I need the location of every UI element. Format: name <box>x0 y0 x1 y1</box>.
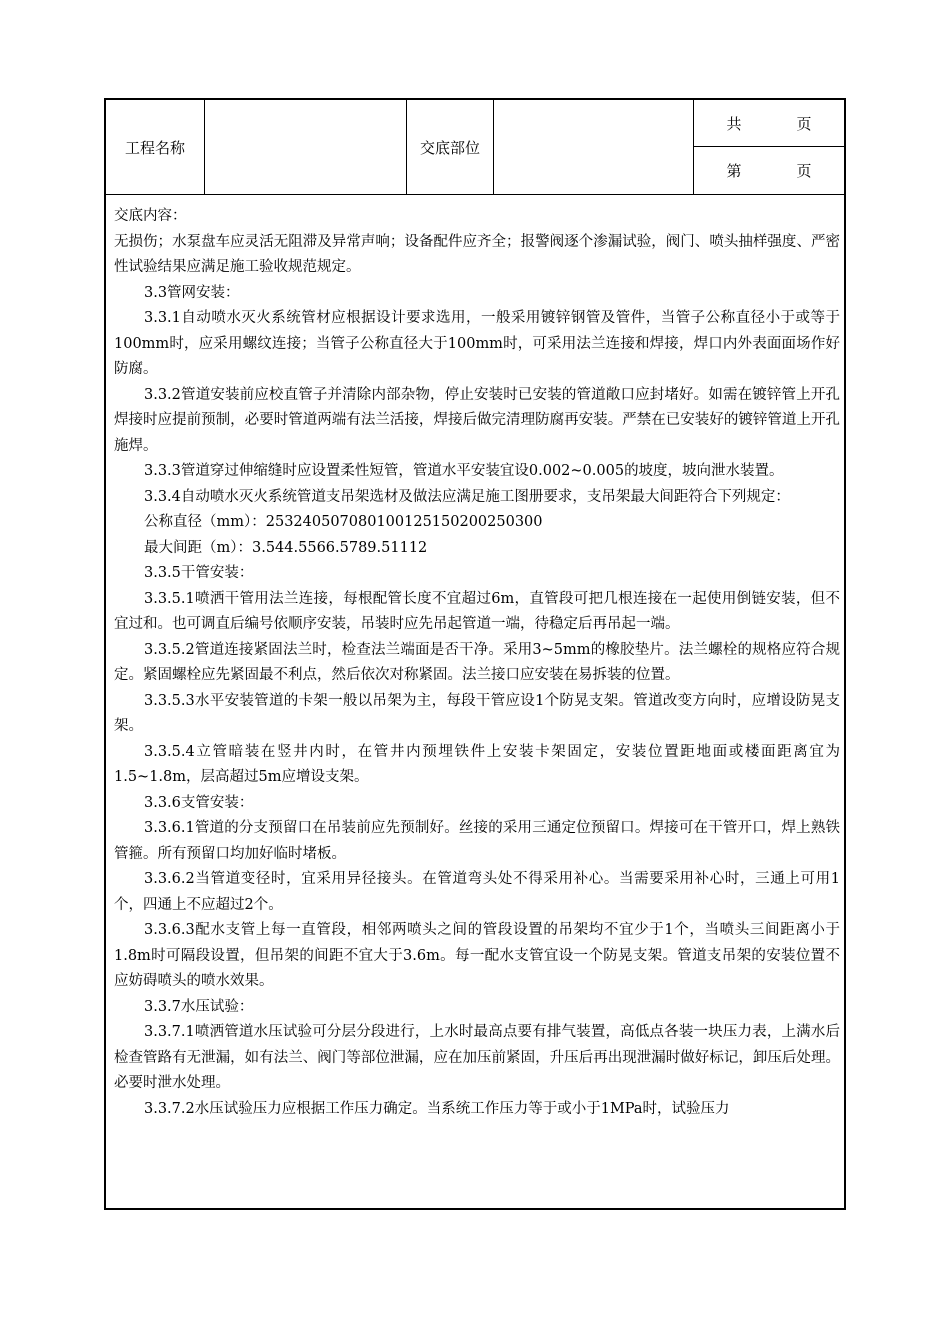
page-number <box>694 147 844 194</box>
paragraph: 3.3.6.2当管道变径时，宜采用异径接头。在管道弯头处不得采用补心。当需要采用补心时，三通上可用1个，四通上不应超过2个。 <box>114 871 840 913</box>
paragraph: 3.3.1自动喷水灭火系统管材应根据设计要求选用，一般采用镀锌钢管及管件，当管子公称直径小于或等于100mm时，应采用螺纹连接；当管子公称直径大于100mm时，可采用法兰连接和焊接，焊口内外表面面场作好防腐。 <box>114 310 840 377</box>
paragraph: 3.3.5.2管道连接紧固法兰时，检查法兰端面是否干净。采用3~5mm的橡胶垫片。法兰螺栓的规格应符合规定。紧固螺栓应先紧固最不利点，然后依次对称紧固。法兰接口应安装在易拆装的位置。 <box>114 641 840 683</box>
location-value[interactable] <box>494 100 694 194</box>
section-heading: 3.3管网安装： <box>144 284 240 301</box>
nominal-diameter-row: 公称直径（mm）：2532405070801001251502002503​00 <box>144 514 543 530</box>
max-spacing-row: 最大间距（m）：3.544.5566.5789.51112 <box>144 539 428 556</box>
project-name-label: 工程名称 <box>106 100 205 194</box>
header-row <box>106 100 844 195</box>
page-info <box>694 100 844 194</box>
total-pages <box>694 100 844 147</box>
paragraph: 3.3.3管道穿过伸缩缝时应设置柔性短管，管道水平安装宜设0.002~0.005的坡度，坡向泄水装置。 <box>144 463 784 479</box>
section-heading: 3.3.7水压试验： <box>144 998 254 1015</box>
paragraph: 3.3.5.3水平安装管道的卡架一般以吊架为主，每段干管应设1个防晃支架。管道改变方向时，应增设防晃支架。 <box>114 692 840 734</box>
paragraph: 3.3.7.2水压试验压力应根据工作压力确定。当系统工作压力等于或小于1MPa时，试验压力 <box>144 1100 730 1117</box>
section-heading: 3.3.5干管安装： <box>144 565 254 581</box>
content-body <box>114 204 840 1122</box>
project-name-value[interactable] <box>205 100 407 194</box>
content-label: 交底内容： <box>114 208 187 224</box>
paragraph: 无损伤；水泵盘车应灵活无阻滞及异常声响；设备配件应齐全；报警阀逐个渗漏试验，阀门、喷头抽样强度、严密性试验结果应满足施工验收规范规定。 <box>114 233 840 275</box>
paragraph: 3.3.5.1喷洒干管用法兰连接，每根配管长度不宜超过6m，直管段可把几根连接在一起使用倒链安装，但不宜过和。也可调直后编号依顺序安装，吊装时应先吊起管道一端，待稳定后再吊起一端。 <box>114 590 840 632</box>
paragraph: 3.3.7.1喷洒管道水压试验可分层分段进行，上水时最高点要有排气装置，高低点各装一块压力表，上满水后检查管路有无泄漏，如有法兰、阀门等部位泄漏，应在加压前紧固，升压后再出现泄漏时做好标记，卸压后处理。必要时泄水处理。 <box>114 1024 840 1091</box>
disclosure-sheet <box>104 98 846 1210</box>
total-pages-suffix: 页 <box>796 114 812 133</box>
paragraph: 3.3.4自动喷水灭火系统管道支吊架选材及做法应满足施工图册要求，支吊架最大间距符合下列规定： <box>144 488 790 505</box>
paragraph: 3.3.6.1管道的分支预留口在吊装前应先预制好。丝接的采用三通定位预留口。焊接可在干管开口，焊上熟铁管箍。所有预留口均加好临时堵板。 <box>114 820 840 862</box>
total-pages-prefix: 共 <box>726 114 742 133</box>
page-number-prefix: 第 <box>726 162 742 180</box>
paragraph: 3.3.5.4立管暗装在竖井内时，在管井内预埋铁件上安装卡架固定，安装位置距地面或楼面距离宜为1.5~1.8m，层高超过5m应增设支架。 <box>114 743 840 785</box>
page-number-suffix: 页 <box>796 162 812 180</box>
section-heading: 3.3.6支管安装： <box>144 794 254 811</box>
paragraph: 3.3.2管道安装前应校直管子并清除内部杂物，停止安装时已安装的管道敞口应封堵好。如需在镀锌管上开孔焊接时应提前预制，必要时管道两端有法兰活接，焊接后做完清理防腐再安装。严禁在已安装好的镀锌管道上开孔施焊。 <box>114 386 840 454</box>
paragraph: 3.3.6.3配水支管上每一直管段，相邻两喷头之间的管段设置的吊架均不宜少于1个，当喷头三间距离小于1.8m时可隔段设置，但吊架的间距不宜大于3.6m。每一配水支管宜设一个防晃支架。管道支吊架的安装位置不应妨碍喷头的喷水效果。 <box>114 922 840 989</box>
location-label: 交底部位 <box>407 100 494 194</box>
